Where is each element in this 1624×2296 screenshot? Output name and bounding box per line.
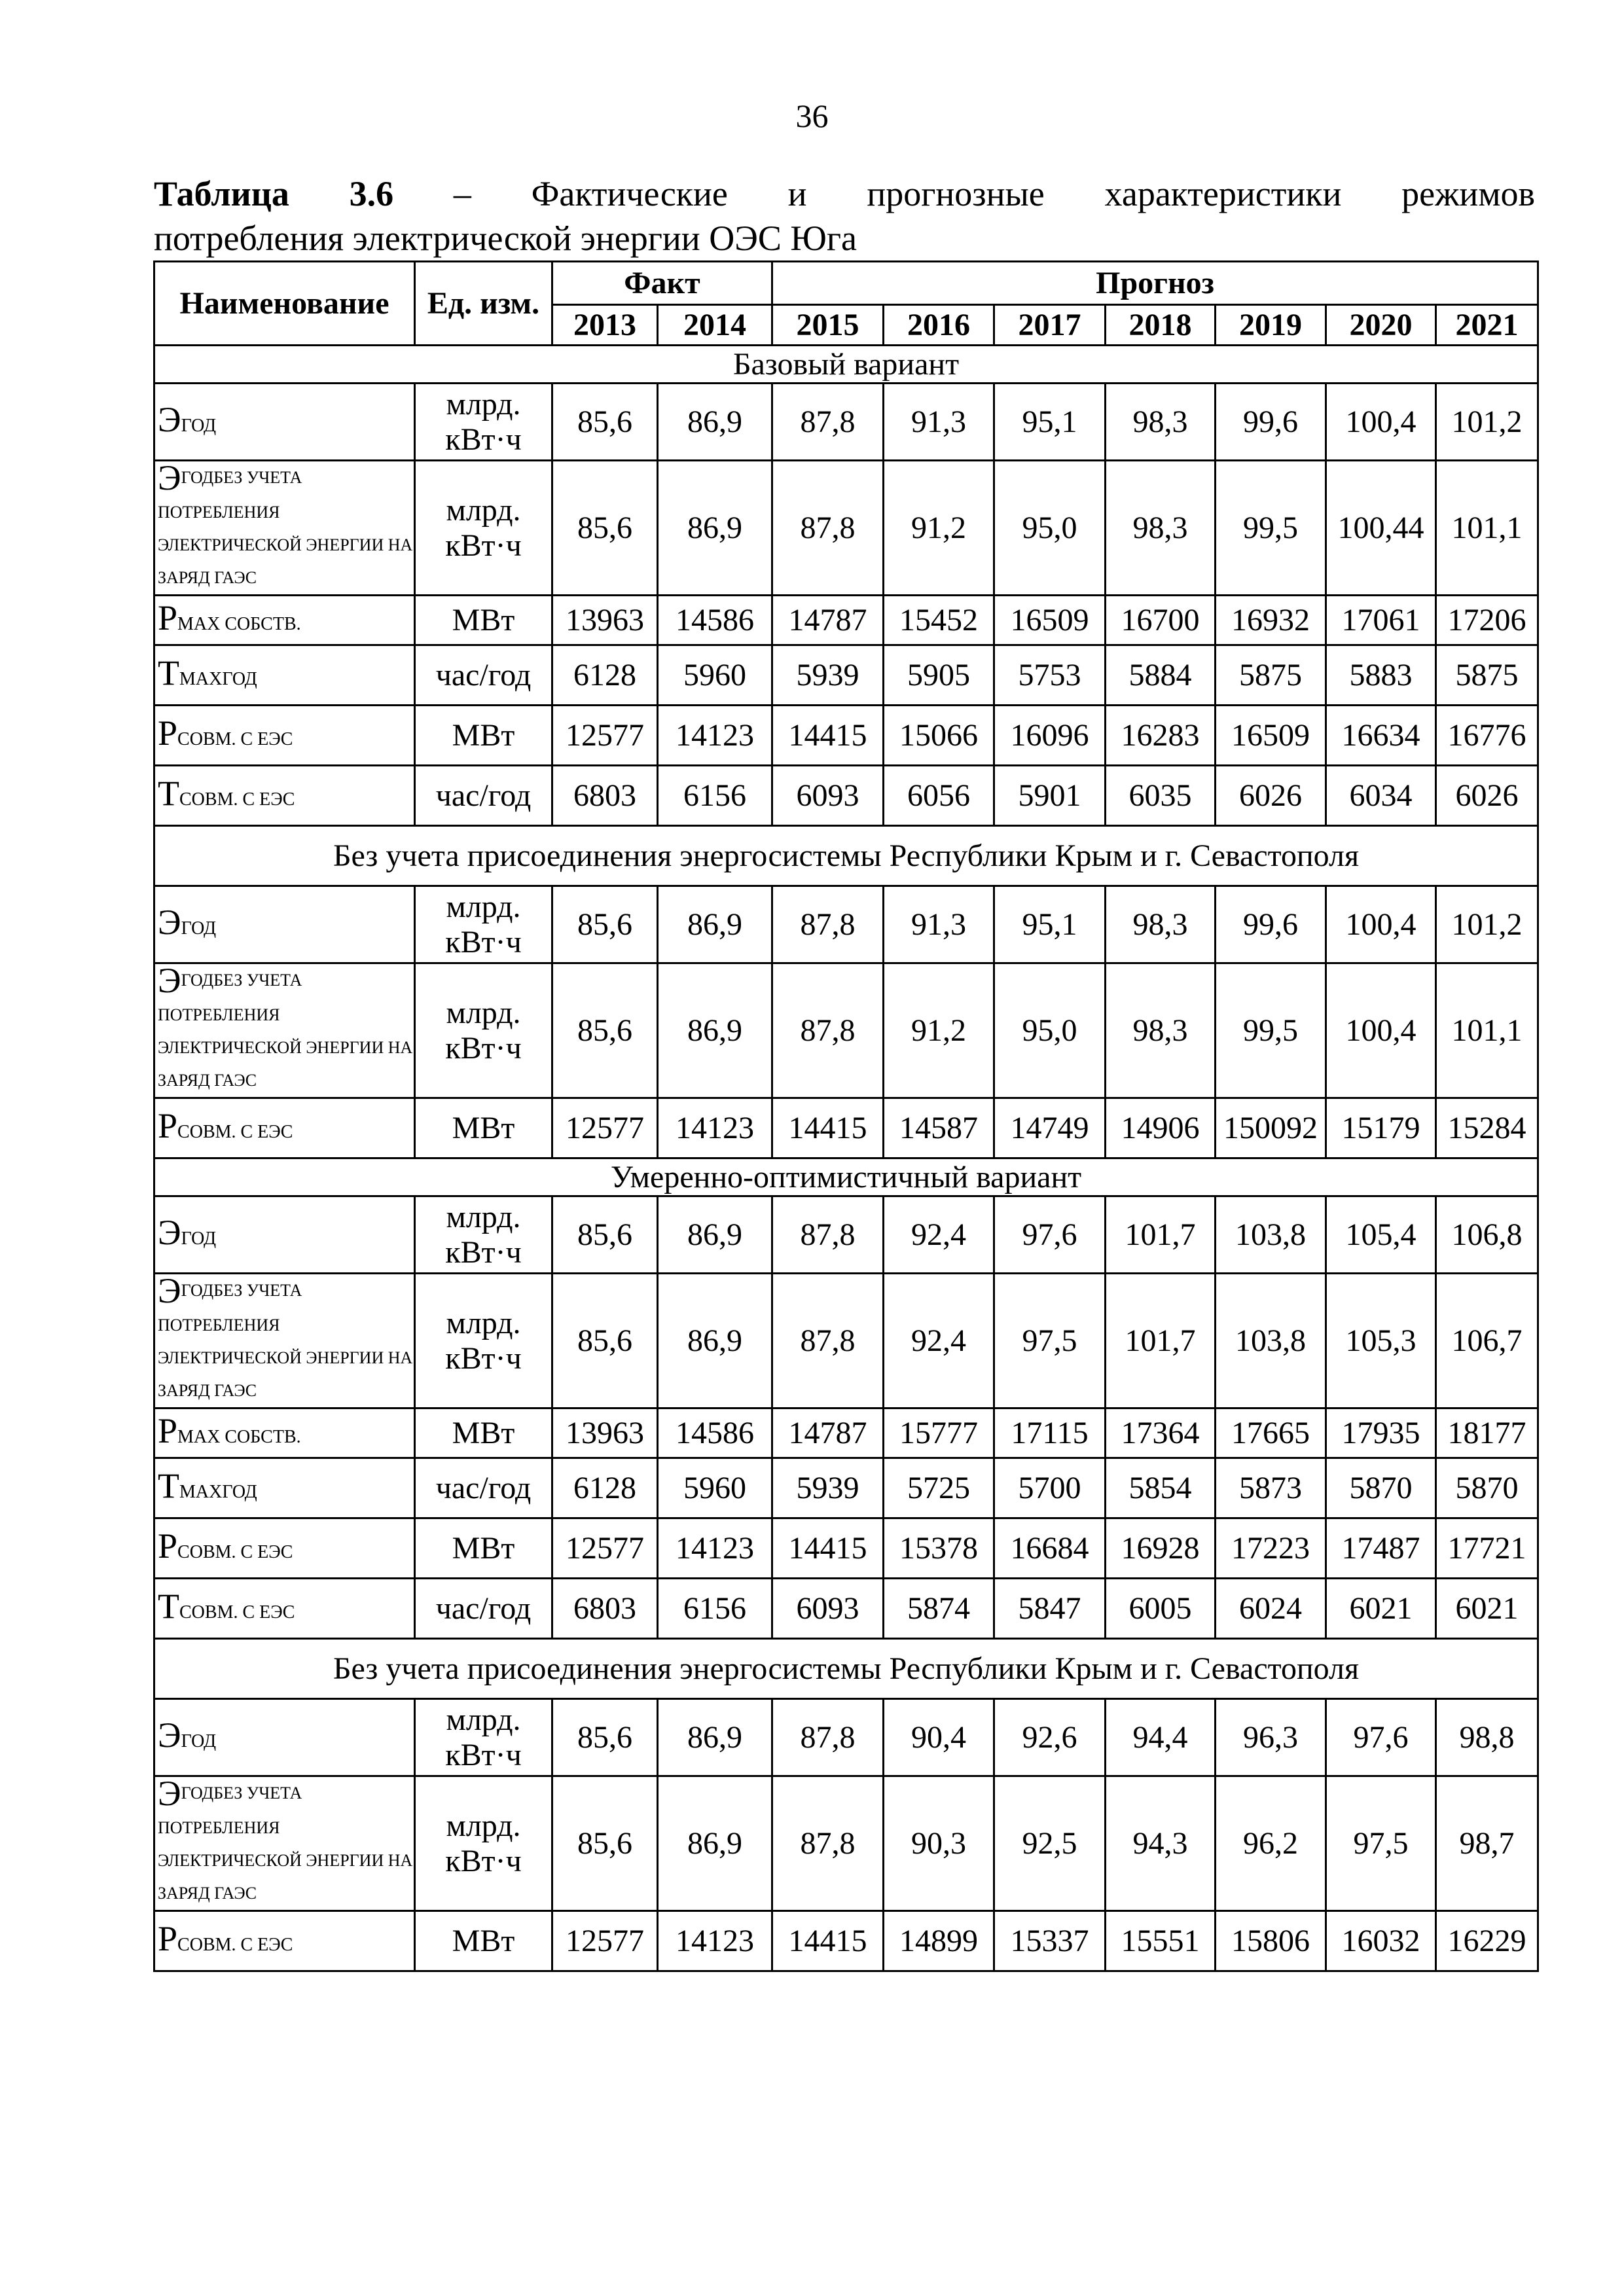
indicator-subscript: СОВМ. С ЕЭС	[177, 1542, 293, 1562]
indicator-name	[154, 1776, 415, 1911]
value-cell: 5960	[658, 1458, 772, 1518]
indicator-symbol: T	[158, 653, 179, 692]
value-cell: 5939	[772, 1458, 884, 1518]
value-cell: 106,8	[1436, 1196, 1538, 1274]
value-cell: 12577	[552, 1518, 658, 1579]
value-cell: 94,3	[1106, 1776, 1216, 1911]
indicator-subscript: MAX СОБСТВ.	[177, 614, 301, 634]
value-cell: 14787	[772, 1408, 884, 1458]
unit-cell: МВт	[415, 1098, 552, 1158]
value-cell: 6803	[552, 1579, 658, 1639]
characteristics-table	[153, 260, 1539, 1972]
indicator-subscript: MAXГОД	[179, 1482, 257, 1502]
value-cell: 6026	[1216, 766, 1326, 826]
value-cell: 92,4	[884, 1196, 994, 1274]
value-cell: 14749	[994, 1098, 1106, 1158]
value-cell: 6156	[658, 1579, 772, 1639]
table-row	[154, 1699, 1538, 1776]
header-year: 2021	[1436, 305, 1538, 346]
header-year: 2017	[994, 305, 1106, 346]
indicator-subscript: ГОДБЕЗ УЧЕТА ПОТРЕБЛЕНИЯ ЭЛЕКТРИЧЕСКОЙ ЭНЕРГИИ НА ЗАРЯД ГАЭС	[158, 1281, 413, 1400]
caption-line-1	[154, 171, 1535, 216]
value-cell: 86,9	[658, 461, 772, 596]
value-cell: 99,5	[1216, 461, 1326, 596]
value-cell: 99,6	[1216, 384, 1326, 461]
value-cell: 16634	[1326, 706, 1436, 766]
indicator-subscript: ГОД	[181, 918, 217, 939]
value-cell: 16700	[1106, 596, 1216, 645]
value-cell: 5873	[1216, 1458, 1326, 1518]
indicator-symbol: Э	[158, 400, 181, 439]
indicator-name	[154, 1408, 415, 1458]
indicator-symbol: P	[158, 713, 178, 753]
value-cell: 18177	[1436, 1408, 1538, 1458]
table-row	[154, 1776, 1538, 1911]
indicator-name	[154, 384, 415, 461]
indicator-symbol: Э	[158, 1213, 181, 1252]
indicator-name	[154, 1098, 415, 1158]
indicator-symbol: P	[158, 1411, 178, 1450]
indicator-subscript: ГОДБЕЗ УЧЕТА ПОТРЕБЛЕНИЯ ЭЛЕКТРИЧЕСКОЙ ЭНЕРГИИ НА ЗАРЯД ГАЭС	[158, 971, 413, 1090]
indicator-name	[154, 706, 415, 766]
value-cell: 95,0	[994, 461, 1106, 596]
value-cell: 91,3	[884, 886, 994, 963]
unit-cell: млрд. кВт·ч	[415, 886, 552, 963]
page-number: 36	[795, 98, 829, 134]
value-cell: 100,44	[1326, 461, 1436, 596]
value-cell: 14586	[658, 1408, 772, 1458]
value-cell: 16776	[1436, 706, 1538, 766]
value-cell: 86,9	[658, 1699, 772, 1776]
value-cell: 15806	[1216, 1911, 1326, 1971]
value-cell: 5725	[884, 1458, 994, 1518]
indicator-name	[154, 1458, 415, 1518]
value-cell: 97,6	[994, 1196, 1106, 1274]
value-cell: 17223	[1216, 1518, 1326, 1579]
caption-text-1: Фактические и прогнозные характеристики режимов	[531, 174, 1535, 213]
value-cell: 14415	[772, 1911, 884, 1971]
unit-cell: млрд. кВт·ч	[415, 1776, 552, 1911]
header-year: 2019	[1216, 305, 1326, 346]
indicator-subscript: MAX СОБСТВ.	[177, 1427, 301, 1447]
value-cell: 85,6	[552, 963, 658, 1098]
table-row	[154, 1518, 1538, 1579]
value-cell: 92,6	[994, 1699, 1106, 1776]
value-cell: 87,8	[772, 886, 884, 963]
indicator-symbol: T	[158, 774, 179, 813]
indicator-name	[154, 645, 415, 706]
value-cell: 6024	[1216, 1579, 1326, 1639]
value-cell: 14906	[1106, 1098, 1216, 1158]
indicator-subscript: ГОД	[181, 416, 217, 436]
indicator-symbol: Э	[158, 460, 181, 497]
value-cell: 98,8	[1436, 1699, 1538, 1776]
value-cell: 87,8	[772, 461, 884, 596]
value-cell: 13963	[552, 1408, 658, 1458]
table-row	[154, 1458, 1538, 1518]
value-cell: 5939	[772, 645, 884, 706]
value-cell: 5905	[884, 645, 994, 706]
value-cell: 85,6	[552, 461, 658, 596]
header-year: 2016	[884, 305, 994, 346]
table-row	[154, 1098, 1538, 1158]
value-cell: 6128	[552, 1458, 658, 1518]
value-cell: 6021	[1326, 1579, 1436, 1639]
section-title: Без учета присоединения энергосистемы Республики Крым и г. Севастополя	[154, 1639, 1538, 1699]
value-cell: 86,9	[658, 1196, 772, 1274]
table-row	[154, 1579, 1538, 1639]
section-title: Базовый вариант	[154, 346, 1538, 384]
value-cell: 86,9	[658, 1776, 772, 1911]
value-cell: 91,3	[884, 384, 994, 461]
table-row	[154, 384, 1538, 461]
indicator-symbol: P	[158, 1526, 178, 1566]
value-cell: 103,8	[1216, 1274, 1326, 1408]
value-cell: 95,0	[994, 963, 1106, 1098]
value-cell: 14587	[884, 1098, 994, 1158]
value-cell: 86,9	[658, 963, 772, 1098]
value-cell: 15179	[1326, 1098, 1436, 1158]
indicator-symbol: T	[158, 1466, 179, 1505]
header-fact: Факт	[552, 262, 772, 305]
indicator-subscript: ГОД	[181, 1731, 217, 1751]
value-cell: 101,1	[1436, 461, 1538, 596]
value-cell: 5901	[994, 766, 1106, 826]
value-cell: 6026	[1436, 766, 1538, 826]
value-cell: 6803	[552, 766, 658, 826]
table-row	[154, 461, 1538, 596]
value-cell: 14415	[772, 706, 884, 766]
value-cell: 16096	[994, 706, 1106, 766]
value-cell: 15066	[884, 706, 994, 766]
value-cell: 16032	[1326, 1911, 1436, 1971]
value-cell: 86,9	[658, 1274, 772, 1408]
caption-line-2: потребления электрической энергии ОЭС Юга	[154, 219, 857, 258]
caption-dash: –	[393, 174, 532, 213]
value-cell: 105,3	[1326, 1274, 1436, 1408]
table-row	[154, 1911, 1538, 1971]
value-cell: 15378	[884, 1518, 994, 1579]
value-cell: 92,5	[994, 1776, 1106, 1911]
value-cell: 13963	[552, 596, 658, 645]
value-cell: 17721	[1436, 1518, 1538, 1579]
value-cell: 5875	[1436, 645, 1538, 706]
table-row	[154, 766, 1538, 826]
value-cell: 14415	[772, 1098, 884, 1158]
value-cell: 6093	[772, 766, 884, 826]
value-cell: 15777	[884, 1408, 994, 1458]
value-cell: 99,5	[1216, 963, 1326, 1098]
indicator-name	[154, 1579, 415, 1639]
unit-cell: МВт	[415, 1518, 552, 1579]
table-row	[154, 1196, 1538, 1274]
value-cell: 5847	[994, 1579, 1106, 1639]
indicator-symbol: Э	[158, 1776, 181, 1813]
indicator-symbol: Э	[158, 963, 181, 1000]
value-cell: 100,4	[1326, 384, 1436, 461]
value-cell: 87,8	[772, 1776, 884, 1911]
unit-cell: млрд. кВт·ч	[415, 461, 552, 596]
value-cell: 100,4	[1326, 963, 1436, 1098]
unit-cell: млрд. кВт·ч	[415, 1699, 552, 1776]
value-cell: 12577	[552, 706, 658, 766]
value-cell: 15452	[884, 596, 994, 645]
value-cell: 14123	[658, 1518, 772, 1579]
indicator-subscript: СОВМ. С ЕЭС	[179, 1602, 295, 1623]
value-cell: 16928	[1106, 1518, 1216, 1579]
value-cell: 15551	[1106, 1911, 1216, 1971]
unit-cell: МВт	[415, 596, 552, 645]
unit-cell: час/год	[415, 1458, 552, 1518]
value-cell: 98,3	[1106, 886, 1216, 963]
unit-cell: МВт	[415, 1911, 552, 1971]
value-cell: 95,1	[994, 384, 1106, 461]
value-cell: 105,4	[1326, 1196, 1436, 1274]
value-cell: 6056	[884, 766, 994, 826]
table-caption	[154, 171, 1535, 260]
value-cell: 6005	[1106, 1579, 1216, 1639]
indicator-symbol: Э	[158, 903, 181, 942]
value-cell: 5753	[994, 645, 1106, 706]
value-cell: 85,6	[552, 1274, 658, 1408]
value-cell: 5875	[1216, 645, 1326, 706]
value-cell: 16283	[1106, 706, 1216, 766]
indicator-subscript: ГОДБЕЗ УЧЕТА ПОТРЕБЛЕНИЯ ЭЛЕКТРИЧЕСКОЙ ЭНЕРГИИ НА ЗАРЯД ГАЭС	[158, 1784, 413, 1903]
value-cell: 90,3	[884, 1776, 994, 1911]
table-row	[154, 886, 1538, 963]
unit-cell: час/год	[415, 645, 552, 706]
value-cell: 14899	[884, 1911, 994, 1971]
value-cell: 85,6	[552, 886, 658, 963]
table-row	[154, 1274, 1538, 1408]
unit-cell: час/год	[415, 766, 552, 826]
value-cell: 86,9	[658, 384, 772, 461]
value-cell: 6021	[1436, 1579, 1538, 1639]
value-cell: 15337	[994, 1911, 1106, 1971]
indicator-subscript: MAXГОД	[179, 669, 257, 689]
value-cell: 98,3	[1106, 384, 1216, 461]
value-cell: 17364	[1106, 1408, 1216, 1458]
value-cell: 16509	[994, 596, 1106, 645]
value-cell: 101,1	[1436, 963, 1538, 1098]
value-cell: 17487	[1326, 1518, 1436, 1579]
value-cell: 86,9	[658, 886, 772, 963]
value-cell: 17665	[1216, 1408, 1326, 1458]
value-cell: 92,4	[884, 1274, 994, 1408]
value-cell: 14123	[658, 1098, 772, 1158]
value-cell: 5854	[1106, 1458, 1216, 1518]
value-cell: 12577	[552, 1911, 658, 1971]
indicator-name	[154, 1196, 415, 1274]
value-cell: 106,7	[1436, 1274, 1538, 1408]
value-cell: 5884	[1106, 645, 1216, 706]
value-cell: 16684	[994, 1518, 1106, 1579]
header-year: 2015	[772, 305, 884, 346]
indicator-name	[154, 963, 415, 1098]
value-cell: 85,6	[552, 1776, 658, 1911]
value-cell: 16932	[1216, 596, 1326, 645]
value-cell: 150092	[1216, 1098, 1326, 1158]
table-row	[154, 1408, 1538, 1458]
value-cell: 6035	[1106, 766, 1216, 826]
value-cell: 6128	[552, 645, 658, 706]
indicator-name	[154, 461, 415, 596]
value-cell: 91,2	[884, 461, 994, 596]
value-cell: 87,8	[772, 1699, 884, 1776]
value-cell: 97,5	[1326, 1776, 1436, 1911]
indicator-name	[154, 1518, 415, 1579]
indicator-symbol: P	[158, 598, 178, 637]
value-cell: 96,3	[1216, 1699, 1326, 1776]
value-cell: 101,7	[1106, 1274, 1216, 1408]
value-cell: 97,5	[994, 1274, 1106, 1408]
indicator-symbol: T	[158, 1587, 179, 1626]
unit-cell: час/год	[415, 1579, 552, 1639]
header-year: 2018	[1106, 305, 1216, 346]
unit-cell: млрд. кВт·ч	[415, 963, 552, 1098]
value-cell: 16509	[1216, 706, 1326, 766]
value-cell: 101,2	[1436, 886, 1538, 963]
value-cell: 98,7	[1436, 1776, 1538, 1911]
indicator-subscript: ГОДБЕЗ УЧЕТА ПОТРЕБЛЕНИЯ ЭЛЕКТРИЧЕСКОЙ ЭНЕРГИИ НА ЗАРЯД ГАЭС	[158, 468, 413, 587]
indicator-subscript: ГОД	[181, 1229, 217, 1249]
value-cell: 98,3	[1106, 461, 1216, 596]
unit-cell: МВт	[415, 1408, 552, 1458]
value-cell: 5960	[658, 645, 772, 706]
indicator-subscript: СОВМ. С ЕЭС	[177, 1935, 293, 1955]
indicator-subscript: СОВМ. С ЕЭС	[177, 729, 293, 749]
value-cell: 85,6	[552, 384, 658, 461]
value-cell: 6156	[658, 766, 772, 826]
value-cell: 14787	[772, 596, 884, 645]
value-cell: 15284	[1436, 1098, 1538, 1158]
value-cell: 16229	[1436, 1911, 1538, 1971]
value-cell: 17206	[1436, 596, 1538, 645]
value-cell: 85,6	[552, 1196, 658, 1274]
unit-cell: млрд. кВт·ч	[415, 384, 552, 461]
indicator-name	[154, 1911, 415, 1971]
value-cell: 12577	[552, 1098, 658, 1158]
section-title: Умеренно-оптимистичный вариант	[154, 1158, 1538, 1196]
indicator-name	[154, 1699, 415, 1776]
value-cell: 6093	[772, 1579, 884, 1639]
value-cell: 103,8	[1216, 1196, 1326, 1274]
indicator-symbol: P	[158, 1919, 178, 1958]
value-cell: 87,8	[772, 1196, 884, 1274]
table-row	[154, 596, 1538, 645]
header-year: 2013	[552, 305, 658, 346]
value-cell: 17061	[1326, 596, 1436, 645]
table-row	[154, 645, 1538, 706]
caption-label: Таблица 3.6	[154, 174, 394, 213]
value-cell: 101,2	[1436, 384, 1538, 461]
header-year: 2020	[1326, 305, 1436, 346]
value-cell: 14586	[658, 596, 772, 645]
value-cell: 98,3	[1106, 963, 1216, 1098]
value-cell: 17935	[1326, 1408, 1436, 1458]
header-year: 2014	[658, 305, 772, 346]
value-cell: 87,8	[772, 1274, 884, 1408]
value-cell: 100,4	[1326, 886, 1436, 963]
indicator-name	[154, 596, 415, 645]
value-cell: 87,8	[772, 384, 884, 461]
value-cell: 99,6	[1216, 886, 1326, 963]
value-cell: 85,6	[552, 1699, 658, 1776]
header-unit: Ед. изм.	[415, 262, 552, 346]
table-row	[154, 706, 1538, 766]
value-cell: 101,7	[1106, 1196, 1216, 1274]
value-cell: 94,4	[1106, 1699, 1216, 1776]
indicator-symbol: P	[158, 1106, 178, 1145]
value-cell: 5883	[1326, 645, 1436, 706]
indicator-name	[154, 886, 415, 963]
value-cell: 87,8	[772, 963, 884, 1098]
indicator-subscript: СОВМ. С ЕЭС	[177, 1122, 293, 1142]
value-cell: 14415	[772, 1518, 884, 1579]
value-cell: 95,1	[994, 886, 1106, 963]
indicator-symbol: Э	[158, 1273, 181, 1310]
value-cell: 6034	[1326, 766, 1436, 826]
value-cell: 5700	[994, 1458, 1106, 1518]
indicator-subscript: СОВМ. С ЕЭС	[179, 789, 295, 810]
value-cell: 14123	[658, 1911, 772, 1971]
section-title: Без учета присоединения энергосистемы Республики Крым и г. Севастополя	[154, 826, 1538, 886]
table-row	[154, 963, 1538, 1098]
value-cell: 17115	[994, 1408, 1106, 1458]
value-cell: 97,6	[1326, 1699, 1436, 1776]
value-cell: 5870	[1436, 1458, 1538, 1518]
unit-cell: млрд. кВт·ч	[415, 1196, 552, 1274]
unit-cell: млрд. кВт·ч	[415, 1274, 552, 1408]
value-cell: 96,2	[1216, 1776, 1326, 1911]
indicator-name	[154, 766, 415, 826]
indicator-symbol: Э	[158, 1715, 181, 1755]
value-cell: 5870	[1326, 1458, 1436, 1518]
header-forecast: Прогноз	[772, 262, 1538, 305]
header-name: Наименование	[154, 262, 415, 346]
value-cell: 5874	[884, 1579, 994, 1639]
indicator-name	[154, 1274, 415, 1408]
value-cell: 14123	[658, 706, 772, 766]
value-cell: 91,2	[884, 963, 994, 1098]
value-cell: 90,4	[884, 1699, 994, 1776]
unit-cell: МВт	[415, 706, 552, 766]
